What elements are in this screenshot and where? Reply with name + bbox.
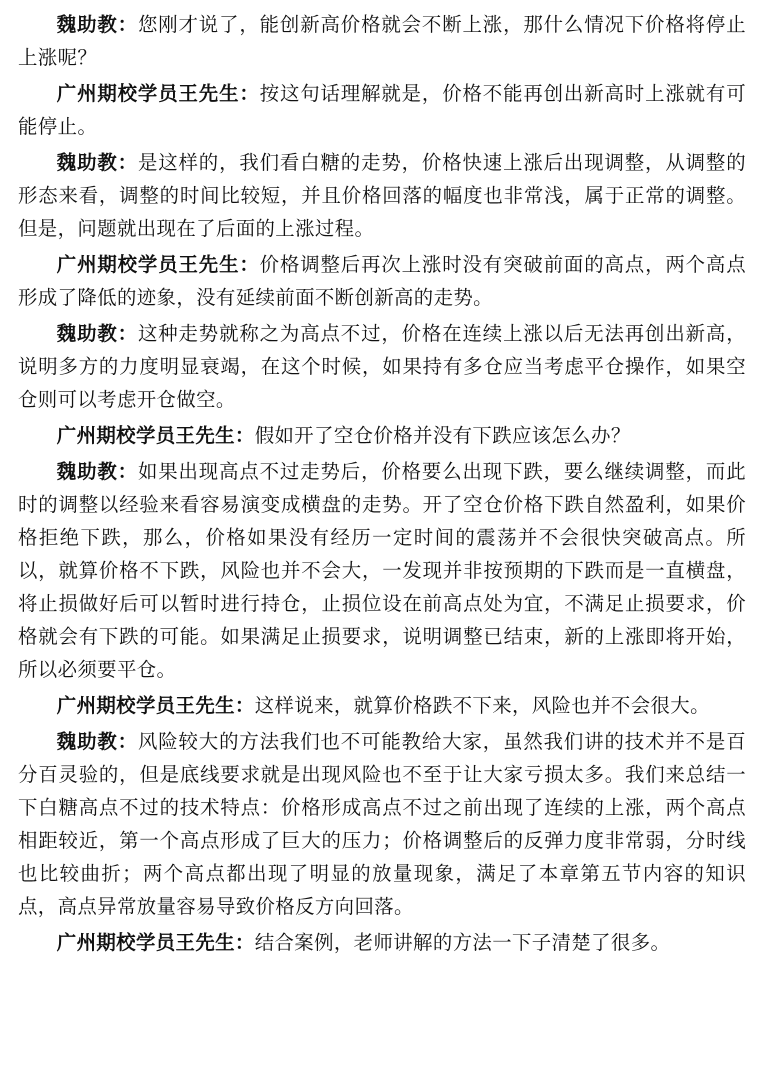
paragraph-text: 按这句话理解就是，价格不能再创出新高时上涨就有可能停止。 (18, 82, 746, 138)
dialogue-paragraph (18, 725, 746, 923)
paragraph-text: 这种走势就称之为高点不过，价格在连续上涨以后无法再创出新高，说明多方的力度明显衰竭，在这个时候，如果持有多仓应当考虑平仓操作，如果空仓则可以考虑开仓做空。 (18, 322, 746, 411)
paragraph-text: 结合案例，老师讲解的方法一下子清楚了很多。 (254, 931, 671, 954)
speaker-label: 广州期校学员王先生： (56, 424, 255, 447)
dialogue-paragraph (18, 419, 746, 452)
dialogue-paragraph (18, 248, 746, 314)
speaker-label: 广州期校学员王先生： (56, 931, 255, 954)
dialogue-paragraph (18, 317, 746, 416)
dialogue-paragraph (18, 926, 746, 959)
speaker-label: 魏助教： (56, 730, 138, 753)
paragraph-text: 这样说来，就算价格跌不下来，风险也并不会很大。 (254, 694, 710, 717)
paragraph-text: 是这样的，我们看白糖的走势，价格快速上涨后出现调整，从调整的形态来看，调整的时间比较短，并且价格回落的幅度也非常浅，属于正常的调整。但是，问题就出现在了后面的上涨过程。 (18, 151, 746, 240)
paragraph-text: 如果出现高点不过走势后，价格要么出现下跌，要么继续调整，而此时的调整以经验来看容易演变成横盘的走势。开了空仓价格下跌自然盈利，如果价格拒绝下跌，那么，价格如果没有经历一定时间的震荡并不会很快突破高点。所以，就算价格不下跌，风险也并不会大，一发现并非按预期的下跌而是一直横盘，将止损做好后可以暂时进行持仓，止损位设在前高点处为宜，不满足止损要求，价格就会有下跌的可能。如果满足止损要求，说明调整已结束，新的上涨即将开始，所以必须要平仓。 (18, 460, 746, 681)
document-page (18, 8, 746, 962)
dialogue-paragraph (18, 8, 746, 74)
speaker-label: 广州期校学员王先生： (56, 253, 260, 276)
speaker-label: 魏助教： (56, 460, 138, 483)
dialogue-paragraph (18, 689, 746, 722)
speaker-label: 魏助教： (56, 322, 138, 345)
dialogue-paragraph (18, 146, 746, 245)
paragraph-text: 假如开了空仓价格并没有下跌应该怎么办？ (254, 424, 631, 447)
speaker-label: 广州期校学员王先生： (56, 82, 260, 105)
speaker-label: 广州期校学员王先生： (56, 694, 255, 717)
paragraph-text: 您刚才说了，能创新高价格就会不断上涨，那什么情况下价格将停止上涨呢？ (18, 13, 746, 69)
speaker-label: 魏助教： (56, 13, 138, 36)
speaker-label: 魏助教： (56, 151, 138, 174)
dialogue-paragraph (18, 455, 746, 686)
dialogue-paragraph (18, 77, 746, 143)
paragraph-text: 风险较大的方法我们也不可能教给大家，虽然我们讲的技术并不是百分百灵验的，但是底线要求就是出现风险也不至于让大家亏损太多。我们来总结一下白糖高点不过的技术特点：价格形成高点不过之前出现了连续的上涨，两个高点相距较近，第一个高点形成了巨大的压力；价格调整后的反弹力度非常弱，分时线也比较曲折；两个高点都出现了明显的放量现象，满足了本章第五节内容的知识点，高点异常放量容易导致价格反方向回落。 (18, 730, 746, 918)
paragraph-text: 价格调整后再次上涨时没有突破前面的高点，两个高点形成了降低的迹象，没有延续前面不断创新高的走势。 (18, 253, 746, 309)
